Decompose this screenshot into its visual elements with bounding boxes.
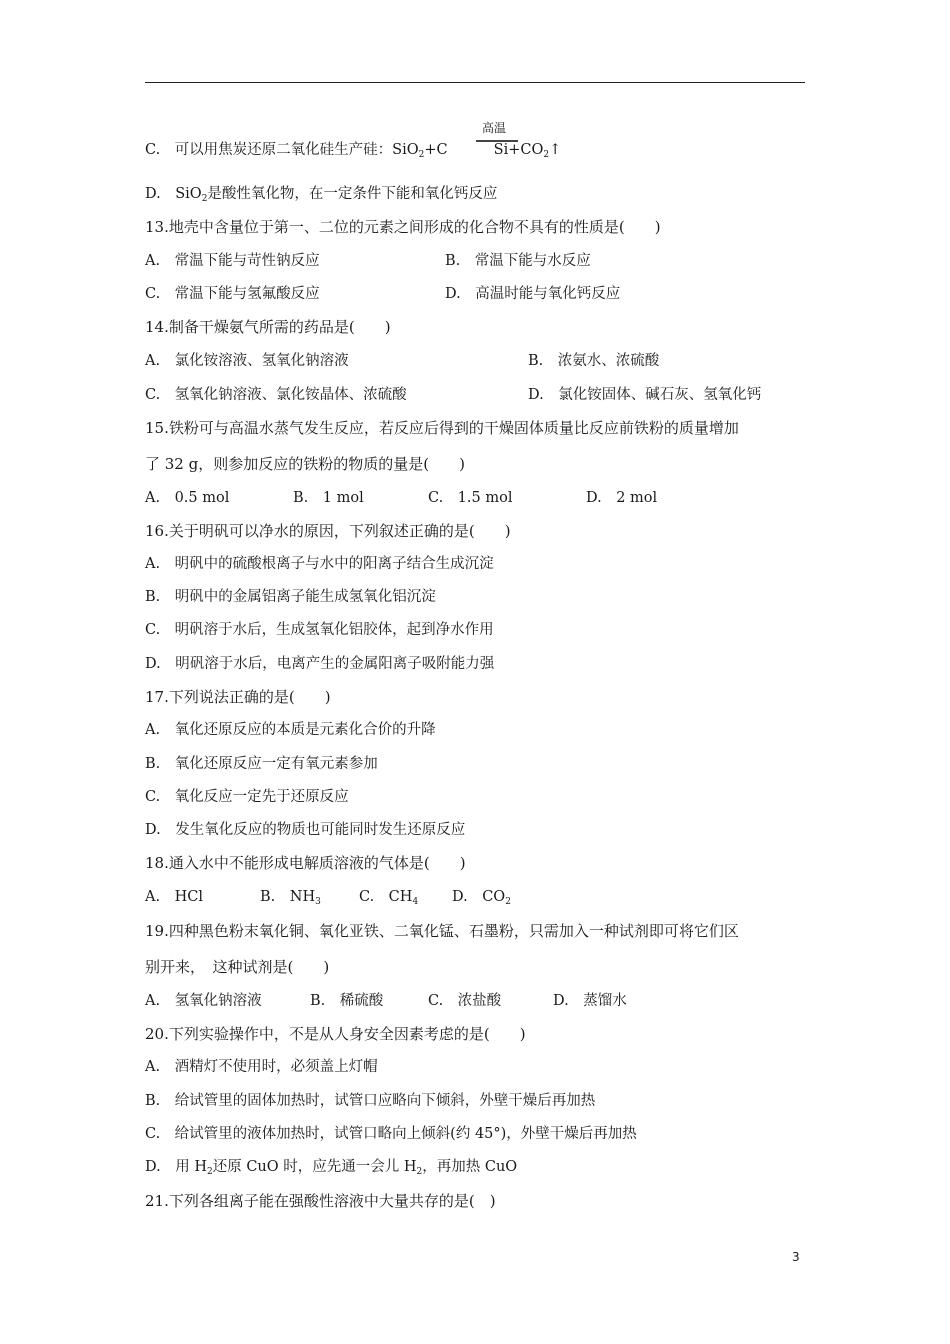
- q16-option-d: D. 明矾溶于水后，电离产生的金属阳离子吸附能力强: [145, 656, 495, 672]
- q16-option-b: B. 明矾中的金属铝离子能生成氢氧化铝沉淀: [145, 589, 436, 605]
- q13-option-c: C. 常温下能与氢氟酸反应: [145, 286, 320, 302]
- q16-option-c: C. 明矾溶于水后，生成氢氧化铝胶体，起到净水作用: [145, 622, 494, 638]
- q14-option-c: C. 氢氧化钠溶液、氯化铵晶体、浓硫酸: [145, 387, 407, 403]
- q19-option-b: B. 稀硫酸: [310, 993, 384, 1009]
- q15-option-c: C. 1.5 mol: [428, 490, 513, 506]
- q15-stem-line2: 了 32 g，则参加反应的铁粉的物质的量是( ): [145, 455, 465, 473]
- q12-option-d: D. SiO$_2$是酸性氧化物，在一定条件下能和氧化钙反应: [145, 186, 498, 204]
- q18-stem: 18.通入水中不能形成电解质溶液的气体是( ): [145, 854, 466, 872]
- q15-option-b: B. 1 mol: [293, 490, 364, 506]
- q14-stem: 14.制备干燥氨气所需的药品是( ): [145, 318, 391, 336]
- q13-stem: 13.地壳中含量位于第一、二位的元素之间形成的化合物不具有的性质是( ): [145, 218, 661, 236]
- q19-stem-line1: 19.四种黑色粉末氧化铜、氧化亚铁、二氧化锰、石墨粉，只需加入一种试剂即可将它们区: [145, 922, 739, 940]
- q20-stem: 20.下列实验操作中，不是从人身安全因素考虑的是( ): [145, 1025, 526, 1043]
- q18-option-b: B. $NH_3$: [260, 889, 321, 907]
- page-number: 3: [792, 1250, 800, 1264]
- reaction-bar: [476, 140, 518, 142]
- q20-option-d: D. 用 $H_2$还原 CuO 时，应先通一会儿 $H_2$，再加热 CuO: [145, 1159, 518, 1177]
- q21-stem: 21.下列各组离子能在强酸性溶液中大量共存的是( ): [145, 1192, 496, 1210]
- q18-option-a: A. HCl: [145, 889, 203, 905]
- q16-stem: 16.关于明矾可以净水的原因，下列叙述正确的是( ): [145, 522, 511, 540]
- q17-stem: 17.下列说法正确的是( ): [145, 688, 331, 706]
- q13-option-b: B. 常温下能与水反应: [445, 253, 591, 269]
- q19-option-d: D. 蒸馏水: [553, 993, 627, 1009]
- q19-stem-line2: 别开来， 这种试剂是( ): [145, 958, 330, 976]
- header-rule: [145, 82, 805, 83]
- q17-option-b: B. 氧化还原反应一定有氧元素参加: [145, 756, 378, 772]
- q14-option-d: D. 氯化铵固体、碱石灰、氢氧化钙: [528, 387, 762, 403]
- q17-option-a: A. 氧化还原反应的本质是元素化合价的升降: [145, 722, 436, 738]
- q18-option-d: D. $CO_2$: [452, 889, 511, 907]
- q17-option-d: D. 发生氧化反应的物质也可能同时发生还原反应: [145, 822, 466, 838]
- q20-option-b: B. 给试管里的固体加热时，试管口应略向下倾斜，外壁干燥后再加热: [145, 1093, 596, 1109]
- q15-stem-line1: 15.铁粉可与高温水蒸气发生反应，若反应后得到的干燥固体质量比反应前铁粉的质量增加: [145, 419, 739, 437]
- q14-option-b: B. 浓氨水、浓硫酸: [528, 353, 660, 369]
- q16-option-a: A. 明矾中的硫酸根离子与水中的阳离子结合生成沉淀: [145, 556, 494, 572]
- q19-option-c: C. 浓盐酸: [428, 993, 502, 1009]
- q15-option-a: A. 0.5 mol: [145, 490, 230, 506]
- q14-option-a: A. 氯化铵溶液、氢氧化钠溶液: [145, 353, 349, 369]
- q15-option-d: D. 2 mol: [586, 490, 658, 506]
- q19-option-a: A. 氢氧化钠溶液: [145, 993, 262, 1009]
- q13-option-a: A. 常温下能与苛性钠反应: [145, 253, 320, 269]
- q20-option-a: A. 酒精灯不使用时，必须盖上灯帽: [145, 1059, 378, 1075]
- reaction-condition: 高温: [482, 121, 507, 135]
- q20-option-c: C. 给试管里的液体加热时，试管口略向上倾斜(约 45°)，外壁干燥后再加热: [145, 1126, 637, 1142]
- q18-option-c: C. $CH_4$: [359, 889, 419, 907]
- q17-option-c: C. 氧化反应一定先于还原反应: [145, 789, 349, 805]
- q13-option-d: D. 高温时能与氧化钙反应: [445, 286, 621, 302]
- q12-option-c: C. 可以用焦炭还原二氧化硅生产硅：SiO$_2$+C $Si+CO_2↑$: [145, 142, 562, 160]
